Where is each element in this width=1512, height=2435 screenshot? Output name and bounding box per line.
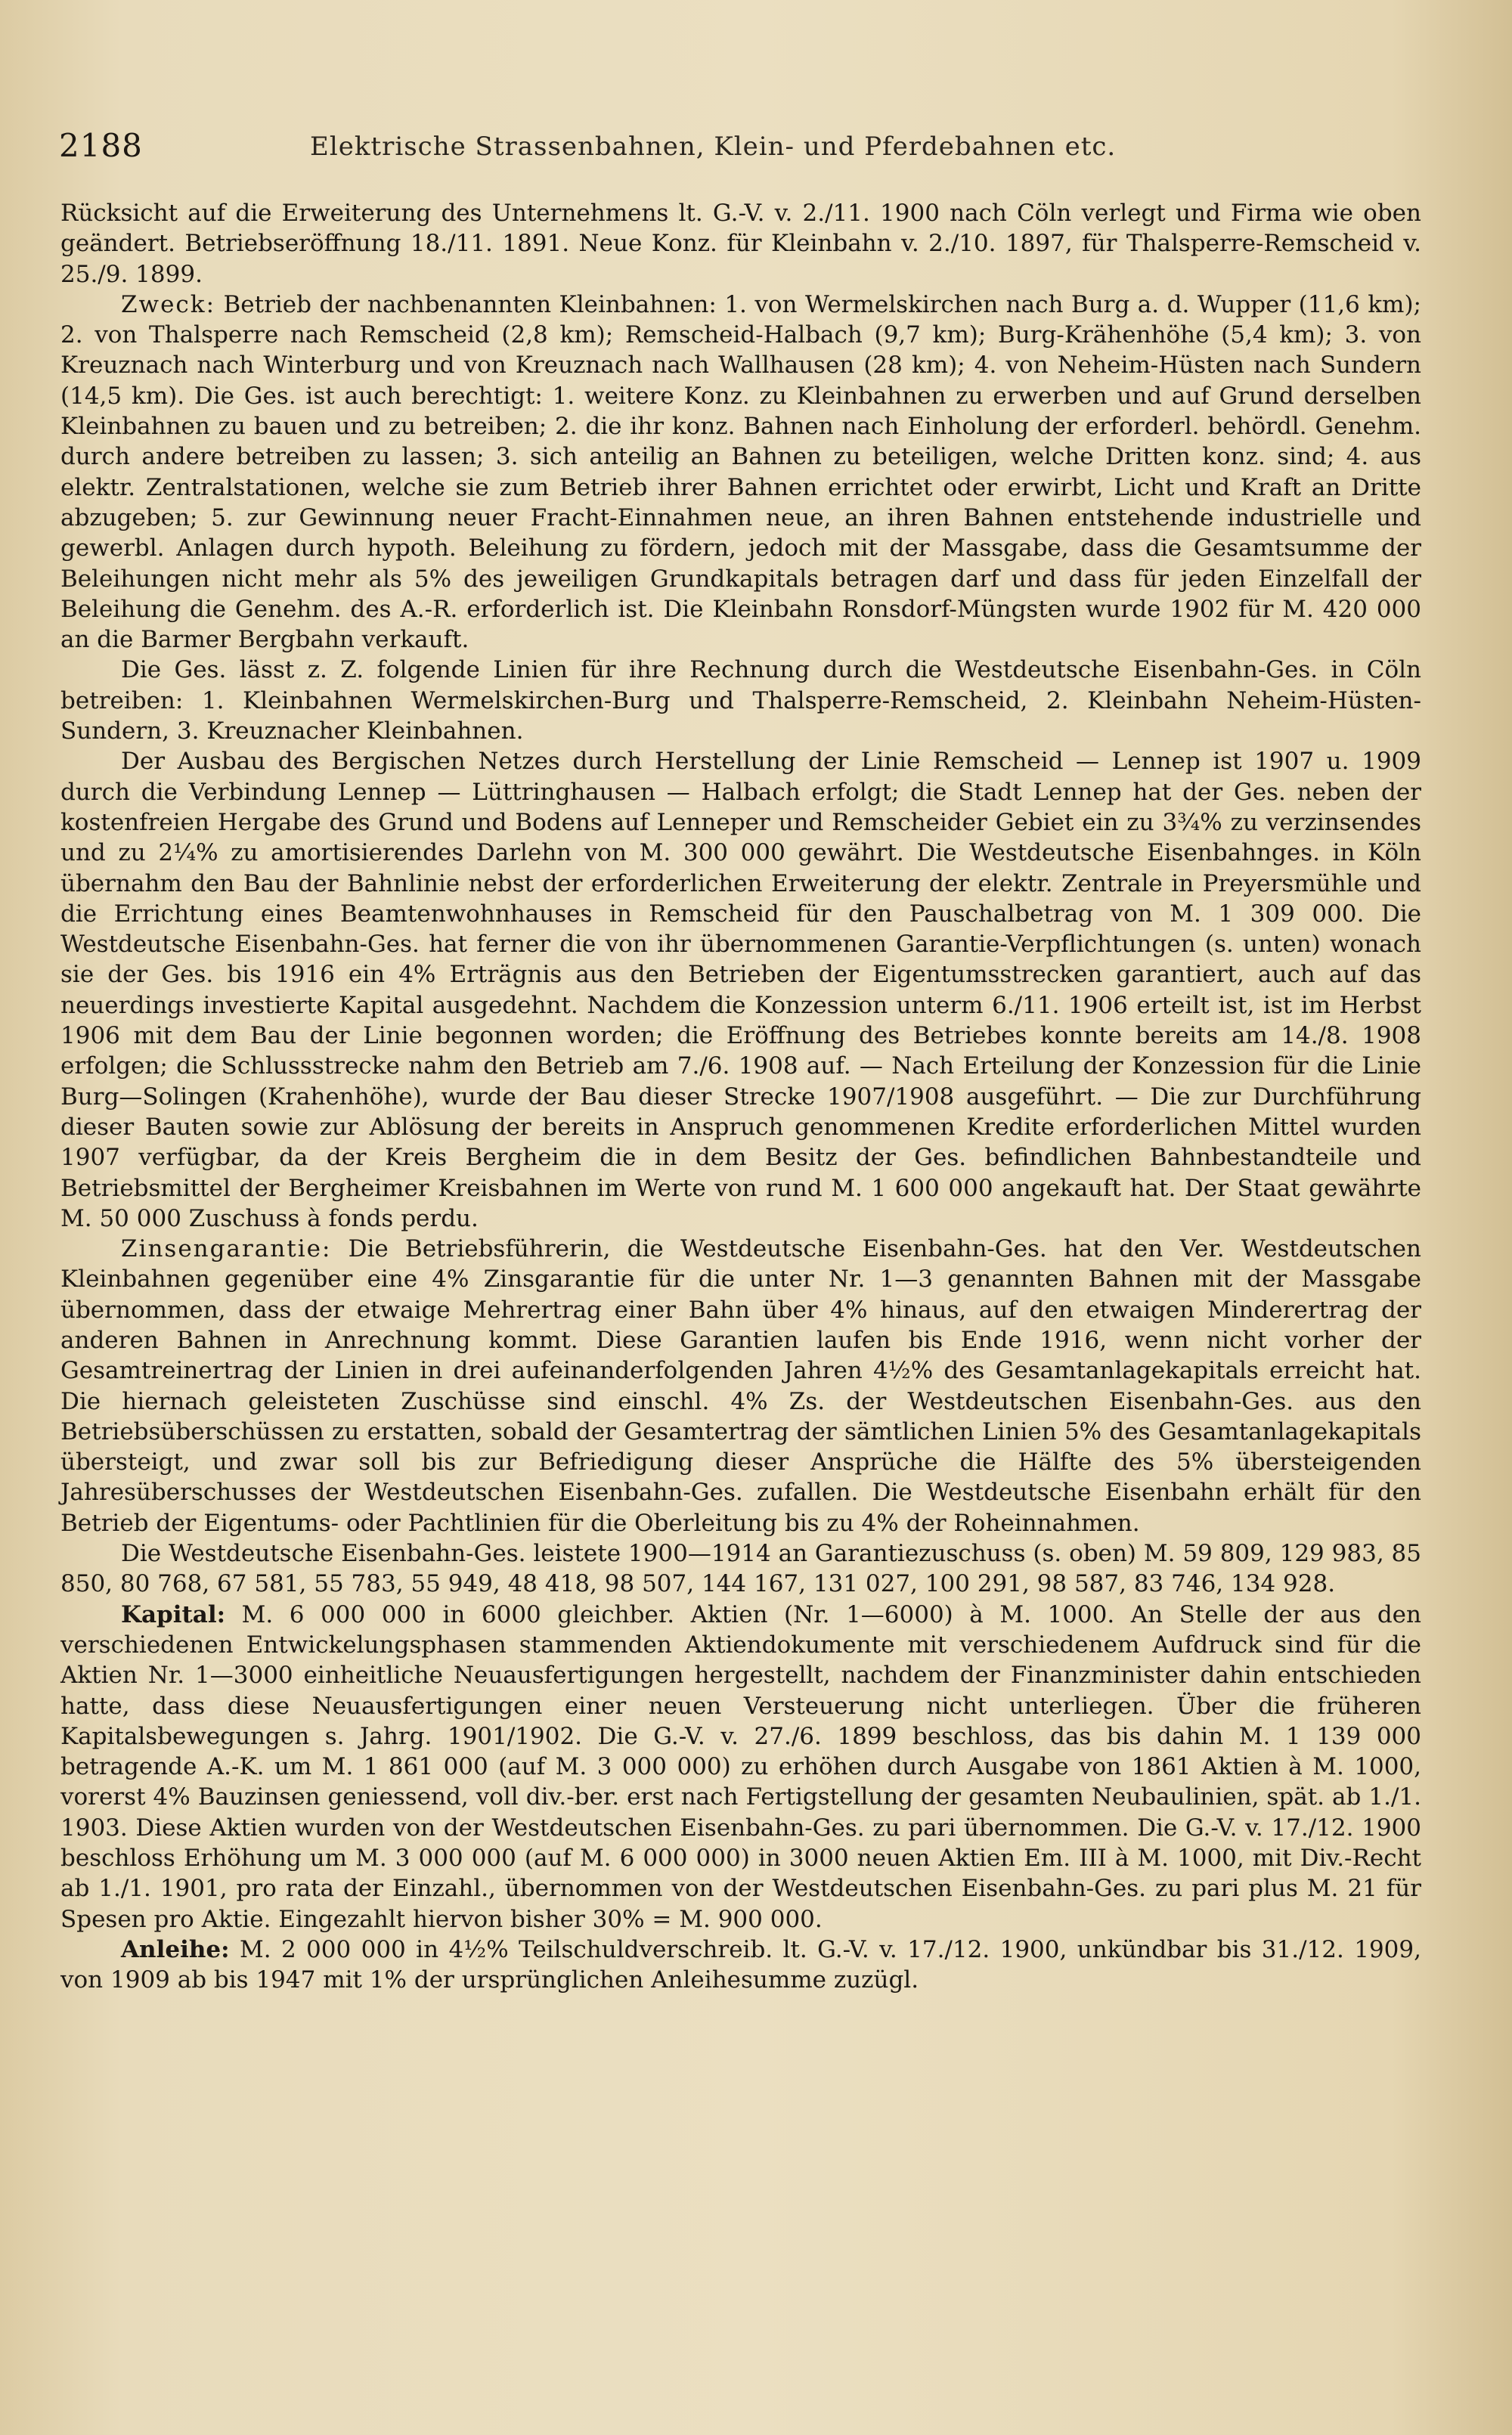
paragraph-zinsengarantie: Zinsengarantie: Die Betriebsführerin, die Westdeutsche Eisenbahn-Ges. hat den Ver. Westdeutschen Kleinbahnen gegenüber eine 4% Zinsgarantie für die unter Nr. 1—3 genannten Bahnen mit der Massgabe übernommen, dass der etwaige Mehrertrag einer Bahn über 4% hinaus, auf den etwaigen Minderertrag der anderen Bahnen in Anrechnung kommt. Diese Garantien laufen bis Ende 1916, wenn nicht vorher der Gesamtreinertrag der Linien in drei aufeinanderfolgenden Jahren 4½% des Gesamtanlagekapitals erreicht hat. Die hiernach geleisteten Zuschüsse sind einschl. 4% Zs. der Westdeutschen Eisenbahn-Ges. aus den Betriebsüberschüssen zu erstatten, sobald der Gesamtertrag der sämtlichen Linien 5% des Gesamtanlagekapitals übersteigt, und zwar soll bis zur Befriedigung dieser Ansprüche die Hälfte des 5% übersteigenden Jahresüberschusses der Westdeutschen Eisenbahn-Ges. zufallen. Die Westdeutsche Eisenbahn erhält für den Betrieb der Eigentums- oder Pachtlinien für die Oberleitung bis zu 4% der Roheinnahmen.	[60, 1235, 1421, 1537]
section-label-kapital: Kapital:	[121, 1600, 226, 1628]
body-text	[60, 198, 1421, 1996]
section-label-zweck: Zweck:	[121, 290, 216, 318]
paragraph-kapital: Kapital: M. 6 000 000 in 6000 gleichber. Aktien (Nr. 1—6000) à M. 1000. An Stelle der aus den verschiedenen Entwickelungsphasen stammenden Aktiendokumente mit verschiedenem Aufdruck sind für die Aktien Nr. 1—3000 einheitliche Neuausfertigungen hergestellt, nachdem der Finanzminister dahin entschieden hatte, dass diese Neuausfertigungen einer neuen Versteuerung nicht unterliegen. Über die früheren Kapitalsbewegungen s. Jahrg. 1901/1902. Die G.-V. v. 27./6. 1899 beschloss, das bis dahin M. 1 139 000 betragende A.-K. um M. 1 861 000 (auf M. 3 000 000) zu erhöhen durch Ausgabe von 1861 Aktien à M. 1000, vorerst 4% Bauzinsen geniessend, voll div.-ber. erst nach Fertigstellung der gesamten Neubaulinien, spät. ab 1./1. 1903. Diese Aktien wurden von der Westdeutschen Eisenbahn-Ges. zu pari übernommen. Die G.-V. v. 17./12. 1900 beschloss Erhöhung um M. 3 000 000 (auf M. 6 000 000) in 3000 neuen Aktien Em. III à M. 1000, mit Div.-Recht ab 1./1. 1901, pro rata der Einzahl., übernommen von der Westdeutschen Eisenbahn-Ges. zu pari plus M. 21 für Spesen pro Aktie. Eingezahlt hiervon bisher 30% = M. 900 000.	[60, 1600, 1421, 1933]
paragraph-anleihe: Anleihe: M. 2 000 000 in 4½% Teilschuldverschreib. lt. G.-V. v. 17./12. 1900, unkündbar bis 31./12. 1909, von 1909 ab bis 1947 mit 1% der ursprünglichen Anleihesumme zuzügl.	[60, 1935, 1421, 1994]
paragraph-garantiezuschuss: Die Westdeutsche Eisenbahn-Ges. leistete 1900—1914 an Garantiezuschuss (s. oben) M. 59 809, 129 983, 85 850, 80 768, 67 581, 55 783, 55 949, 48 418, 98 507, 144 167, 131 027, 100 291, 98 587, 83 746, 134 928.	[60, 1540, 1421, 1598]
page-number: 2188	[59, 127, 143, 164]
section-label-anleihe: Anleihe:	[121, 1935, 230, 1963]
paragraph-intro: Rücksicht auf die Erweiterung des Unternehmens lt. G.-V. v. 2./11. 1900 nach Cöln verlegt und Firma wie oben geändert. Betriebseröffnung 18./11. 1891. Neue Konz. für Kleinbahn v. 2./10. 1897, für Thalsperre-Remscheid v. 25./9. 1899.	[60, 200, 1421, 288]
paragraph-linien: Die Ges. lässt z. Z. folgende Linien für ihre Rechnung durch die Westdeutsche Eisenbahn-Ges. in Cöln betreiben: 1. Kleinbahnen Wermelskirchen-Burg und Thalsperre-Remscheid, 2. Kleinbahn Neheim-Hüsten-Sundern, 3. Kreuznacher Kleinbahnen.	[60, 656, 1421, 745]
paragraph-zweck: Zweck: Betrieb der nachbenannten Kleinbahnen: 1. von Wermelskirchen nach Burg a. d. Wupper (11,6 km); 2. von Thalsperre nach Remscheid (2,8 km); Remscheid-Halbach (9,7 km); Burg-Krähenhöhe (5,4 km); 3. von Kreuznach nach Winterburg und von Kreuznach nach Wallhausen (28 km); 4. von Neheim-Hüsten nach Sundern (14,5 km). Die Ges. ist auch berechtigt: 1. weitere Konz. zu Kleinbahnen zu erwerben und auf Grund derselben Kleinbahnen zu bauen und zu betreiben; 2. die ihr konz. Bahnen nach Einholung der erforderl. behördl. Genehm. durch andere betreiben zu lassen; 3. sich anteilig an Bahnen zu beteiligen, welche Dritten konz. sind; 4. aus elektr. Zentralstationen, welche sie zum Betrieb ihrer Bahnen errichtet oder erwirbt, Licht und Kraft an Dritte abzugeben; 5. zur Gewinnung neuer Fracht-Einnahmen neue, an ihren Bahnen entstehende industrielle und gewerbl. Anlagen durch hypoth. Beleihung zu fördern, jedoch mit der Massgabe, dass die Gesamtsumme der Beleihungen nicht mehr als 5% des jeweiligen Grundkapitals betragen darf und dass für jeden Einzelfall der Beleihung die Genehm. des A.-R. erforderlich ist. Die Kleinbahn Ronsdorf-Müngsten wurde 1902 für M. 420 000 an die Barmer Bergbahn verkauft.	[60, 290, 1421, 654]
section-label-zinsengarantie: Zinsengarantie:	[121, 1235, 332, 1263]
page-header	[59, 127, 1450, 172]
paragraph-ausbau: Der Ausbau des Bergischen Netzes durch Herstellung der Linie Remscheid — Lennep ist 1907 u. 1909 durch die Verbindung Lennep — Lüttringhausen — Halbach erfolgt; die Stadt Lennep hat der Ges. neben der kostenfreien Hergabe des Grund und Bodens auf Lenneper und Remscheider Gebiet ein zu 3¾% zu verzinsendes und zu 2¼% zu amortisierendes Darlehn von M. 300 000 gewährt. Die Westdeutsche Eisenbahnges. in Köln übernahm den Bau der Bahnlinie nebst der erforderlichen Erweiterung der elektr. Zentrale in Preyersmühle und die Errichtung eines Beamtenwohnhauses in Remscheid für den Pauschalbetrag von M. 1 309 000. Die Westdeutsche Eisenbahn-Ges. hat ferner die von ihr übernommenen Garantie-Verpflichtungen (s. unten) wonach sie der Ges. bis 1916 ein 4% Erträgnis aus den Betrieben der Eigentumsstrecken garantiert, auch auf das neuerdings investierte Kapital ausgedehnt. Nachdem die Konzession unterm 6./11. 1906 erteilt ist, ist im Herbst 1906 mit dem Bau der Linie begonnen worden; die Eröffnung des Betriebes konnte bereits am 14./8. 1908 erfolgen; die Schlussstrecke nahm den Betrieb am 7./6. 1908 auf. — Nach Erteilung der Konzession für die Linie Burg—Solingen (Krahenhöhe), wurde der Bau dieser Strecke 1907/1908 ausgeführt. — Die zur Durchführung dieser Bauten sowie zur Ablösung der bereits in Anspruch genommenen Kredite erforderlichen Mittel wurden 1907 verfügbar, da der Kreis Bergheim die in dem Besitz der Ges. befindlichen Bahnbestandteile und Betriebsmittel der Bergheimer Kreisbahnen im Werte von rund M. 1 600 000 angekauft hat. Der Staat gewährte M. 50 000 Zuschuss à fonds perdu.	[60, 748, 1421, 1232]
running-title: Elektrische Strassenbahnen, Klein- und Pferdebahnen etc.	[310, 132, 1117, 162]
